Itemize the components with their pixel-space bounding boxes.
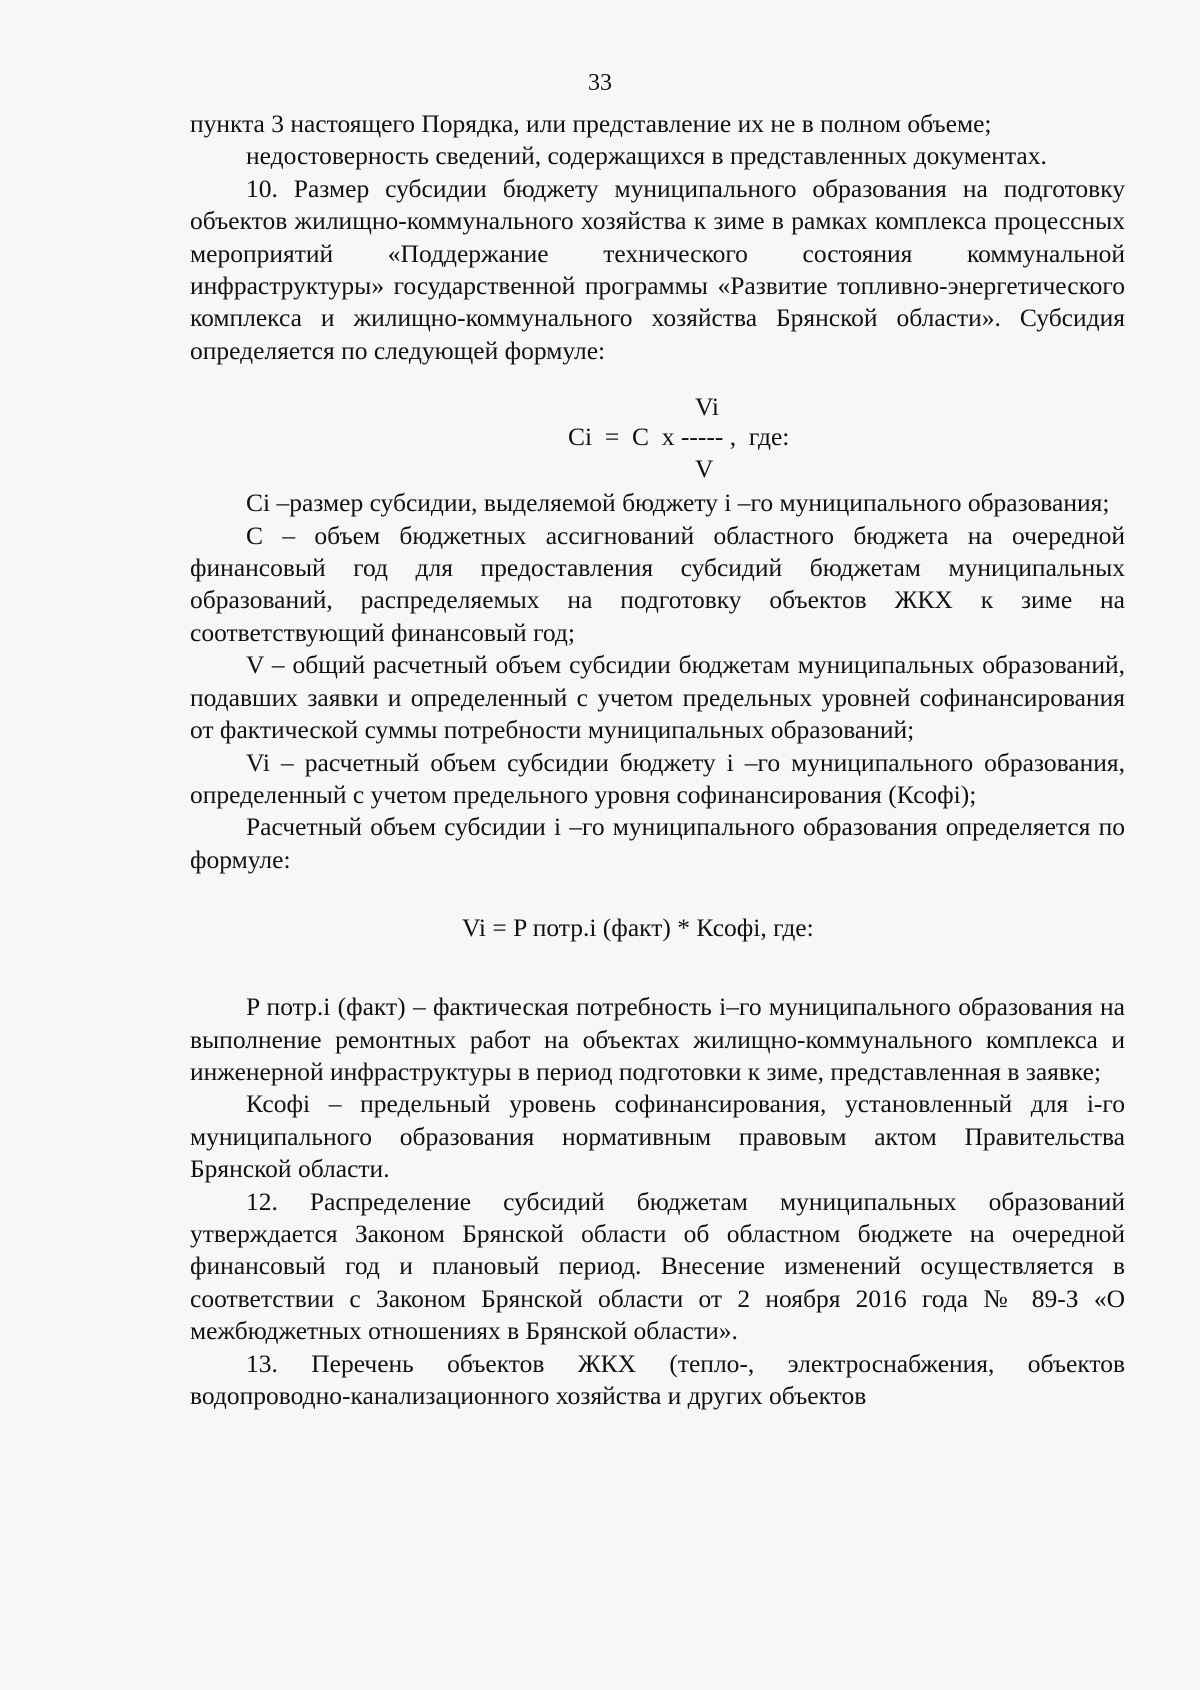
- formula-main-line: Ci = C x ----- , где:: [568, 422, 790, 452]
- paragraphs-after-formula: [190, 991, 1125, 1412]
- paragraph: 13. Перечень объектов ЖКХ (тепло-, электроснабжения, объектов водопроводно-канализационного хозяйства и других объектов: [190, 1348, 1125, 1410]
- paragraph: P потр.i (факт) – фактическая потребность i–го муниципального образования на выполнение ремонтных работ на объектах жилищно-коммунального комплекса и инженерной инфраструктуры в период подготовки к зиме, представленная в заявке;: [190, 992, 1125, 1086]
- document-body: [190, 108, 1125, 1412]
- paragraph: C – объем бюджетных ассигнований областного бюджета на очередной финансовый год для предоставления субсидий бюджетам муниципальных образований, распределяемых на подготовку объектов ЖКХ к зиме на соответствующий финансовый год;: [190, 520, 1125, 647]
- formula-numerator: Vi: [695, 392, 719, 422]
- paragraph: пункта 3 настоящего Порядка, или представление их не в полном объеме;: [190, 109, 992, 138]
- paragraph: Vi – расчетный объем субсидии бюджету i –го муниципального образования, определенный с учетом предельного уровня софинансирования (Ксофi);: [190, 747, 1125, 809]
- paragraph: 12. Распределение субсидий бюджетам муниципальных образований утверждается Законом Брянской области об областном бюджете на очередной финансовый год и плановый период. Внесение изменений осуществляется в соответствии с Законом Брянской области от 2 ноября 2016 года № 89-З «О межбюджетных отношениях в Брянской области».: [190, 1186, 1125, 1346]
- calculation-formula: [190, 876, 1125, 991]
- paragraph: Ci –размер субсидии, выделяемой бюджету i –го муниципального образования;: [246, 488, 1110, 518]
- calculation-formula-text: Vi = P потр.i (факт) * Ксофi, где:: [462, 913, 814, 943]
- paragraph: Расчетный объем субсидии i –го муниципального образования определяется по формуле:: [190, 812, 1125, 874]
- formula-definitions: [190, 487, 1125, 876]
- paragraph: V – общий расчетный объем субсидии бюджетам муниципальных образований, подавших заявки и определенный с учетом предельных уровней софинансирования от фактической суммы потребности муниципальных образований;: [190, 650, 1125, 745]
- formula-denominator: V: [695, 454, 714, 484]
- subsidy-formula: [190, 367, 1125, 487]
- paragraph: Ксофi – предельный уровень софинансирования, установленный для i-го муниципального образования нормативным правовым актом Правительства Брянской области.: [190, 1089, 1125, 1184]
- paragraphs-before-formula: [190, 108, 1125, 367]
- paragraph: недостоверность сведений, содержащихся в представленных документах.: [246, 141, 1047, 171]
- page-number: 33: [588, 70, 612, 96]
- paragraph: 10. Размер субсидии бюджету муниципального образования на подготовку объектов жилищно-коммунального хозяйства к зиме в рамках комплекса процессных мероприятий «Поддержание технического состояния коммунальной инфраструктуры» государственной программы «Развитие топливно-энергетического комплекса и жилищно-коммунального хозяйства Брянской области». Субсидия определяется по следующей формуле:: [190, 173, 1125, 365]
